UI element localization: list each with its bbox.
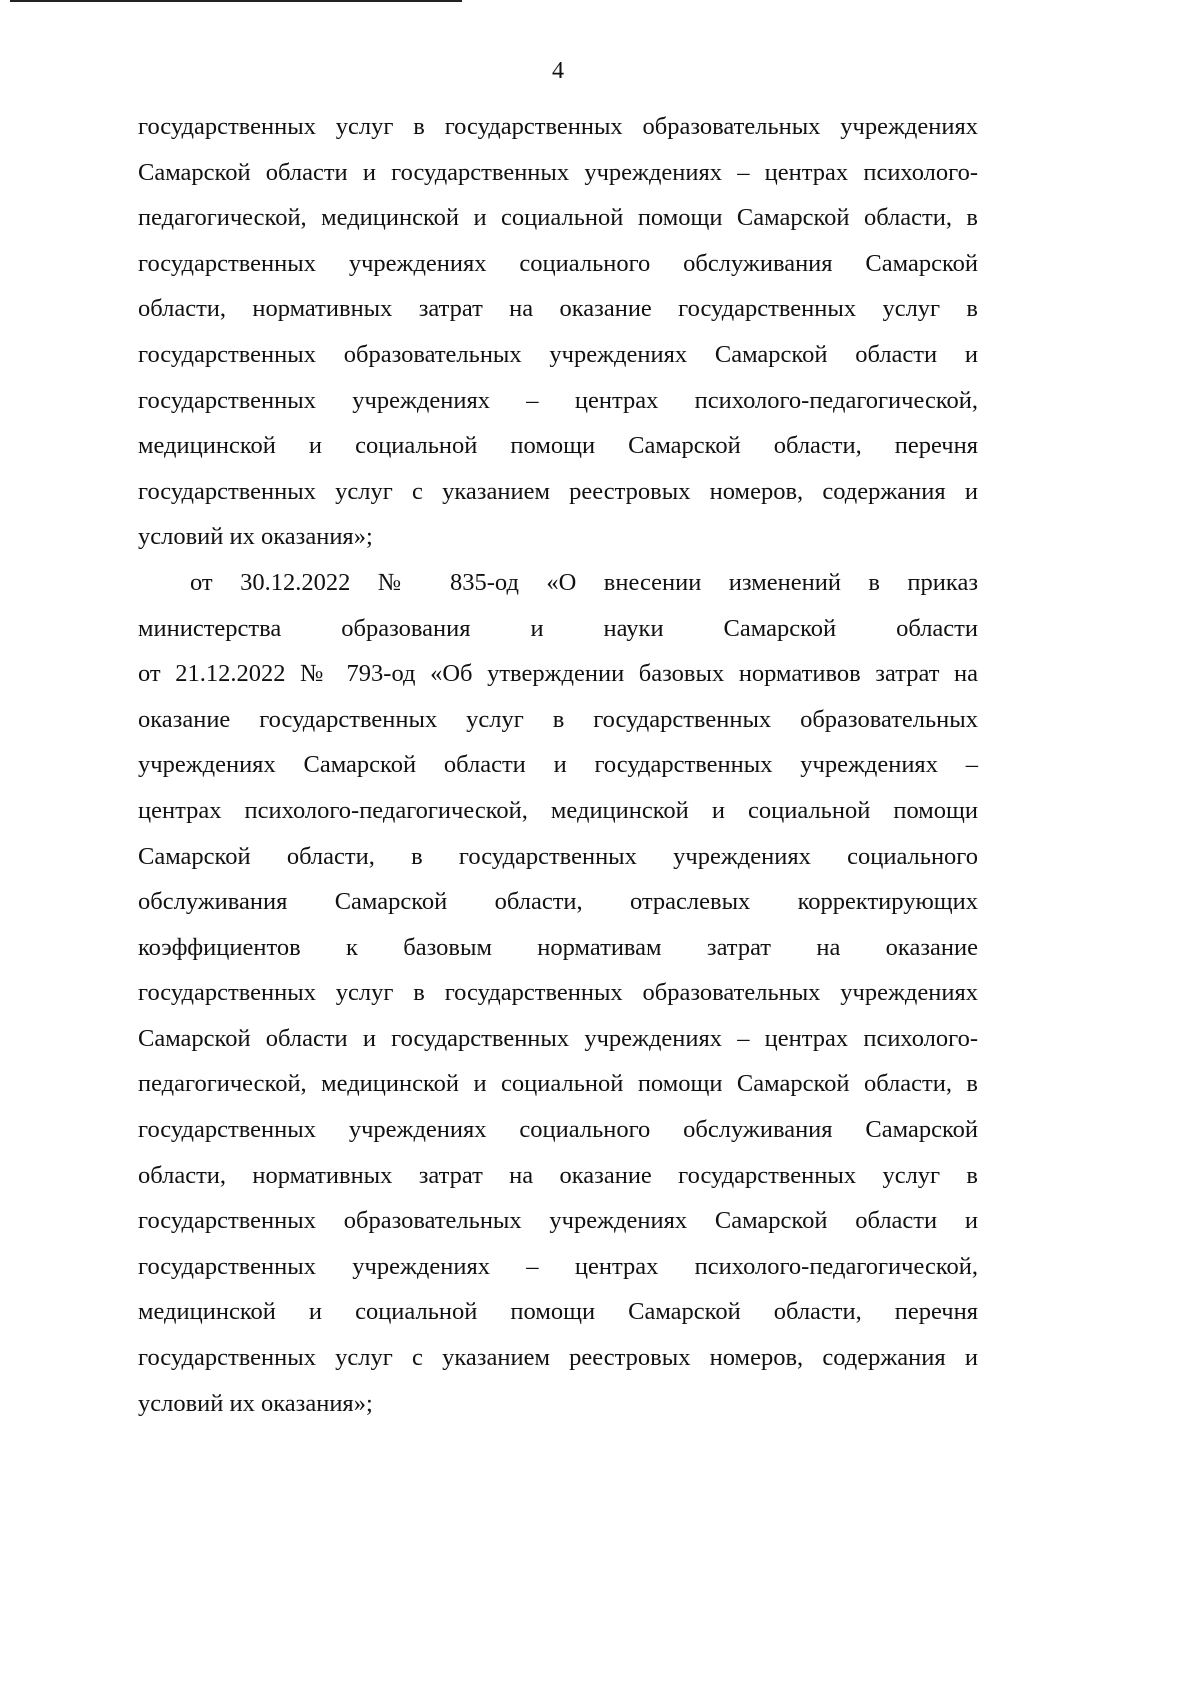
text-line: государственных учреждениях социального обслуживания Самарской [138,1116,978,1144]
text-line: государственных услуг в государственных образовательных учреждениях [138,113,978,140]
text-line: коэффициентов к базовым нормативам затрат на оказание [138,933,978,961]
text-line: от 21.12.2022 № 793-од «Об утверждении базовых нормативов затрат на [138,660,978,688]
paragraph-order-835 [138,560,978,1426]
text-line: оказание государственных услуг в государственных образовательных [138,705,978,733]
text-line: Самарской области и государственных учреждениях – центрах психолого- [138,1024,978,1052]
text-line: области, нормативных затрат на оказание государственных услуг в [138,1161,978,1189]
text-line: учреждениях Самарской области и государственных учреждениях – [138,751,978,779]
text-line: государственных учреждениях социального обслуживания Самарской [138,249,978,277]
text-line: условий их оказания»; [138,523,373,551]
text-line: медицинской и социальной помощи Самарской области, перечня [138,432,978,460]
text-line: Самарской области, в государственных учреждениях социального [138,842,978,870]
text-line: Самарской области и государственных учреждениях – центрах психолого- [138,158,978,186]
text-line: министерства образования и науки Самарской области [138,614,978,642]
page-number: 4 [552,58,564,84]
paragraph-continuation [138,104,978,560]
text-line: государственных образовательных учреждениях Самарской области и [138,340,978,368]
text-line: медицинской и социальной помощи Самарской области, перечня [138,1298,978,1326]
text-line: центрах психолого-педагогической, медицинской и социальной помощи [138,796,978,824]
text-line: государственных образовательных учреждениях Самарской области и [138,1207,978,1235]
document-body [138,104,978,1426]
text-line: государственных учреждениях – центрах психолого-педагогической, [138,386,978,414]
text-line: области, нормативных затрат на оказание государственных услуг в [138,295,978,323]
text-line: государственных услуг с указанием реестровых номеров, содержания и [138,1344,978,1372]
text-line: педагогической, медицинской и социальной помощи Самарской области, в [138,1070,978,1098]
text-line: государственных учреждениях – центрах психолого-педагогической, [138,1252,978,1280]
text-line: государственных услуг в государственных образовательных учреждениях [138,979,978,1007]
text-line: от 30.12.2022 № 835-од «О внесении изменений в приказ [190,568,978,596]
text-line: обслуживания Самарской области, отраслевых корректирующих [138,888,978,916]
text-line: условий их оказания»; [138,1389,373,1417]
scan-edge-line [10,0,462,2]
text-line: педагогической, медицинской и социальной помощи Самарской области, в [138,204,978,232]
text-line: государственных услуг с указанием реестровых номеров, содержания и [138,477,978,505]
